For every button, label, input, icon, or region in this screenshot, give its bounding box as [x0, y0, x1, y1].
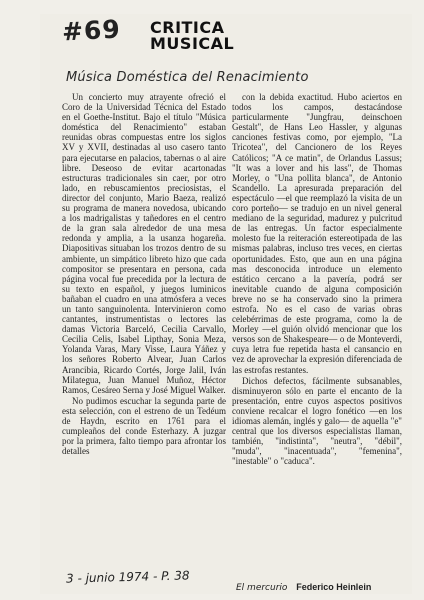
paragraph: con la debida exactitud. Hubo aciertos en todos los campos, destacándose particularmente "Jungfrau, deinschoen Gestalt", de Hans Leo Hassler, y algunas canciones festivas como, por ejemplo, "La Tricotea", del Cancionero de los Reyes Católicos; "A ce matin", de Orlandus Lassus; "It was a lover and his lass", de Thomas Morley, o "Una pollita blanca", de Antonio Scandello. La apresurada preparación del espectáculo —el que reemplazó la visita de un coro porteño— se tradujo en un nivel general mediano de la seguridad, madurez y pulcritud de las entregas. Un factor especialmente molesto fue la reiteración estereotipada de las mismas palabras, incluso tres veces, en ciertas oportunidades. Esto, que aun en una página mas desconocida introduce un elemento estático cercano a la pavería, podrá ser inevitable cuando de alguna composición breve no se ha conservado sino la primera estrofa. No es el caso de varias obras celebérrimas de este programa, como la de Morley —el guión olvidó mencionar que los versos son de Shakespeare— o de Monteverdi, cuya letra fue repetida hasta el cansancio en vez de aprovechar la expresión diferenciada de las estrofas restantes.: [232, 92, 402, 375]
section-title-line-1: CRITICA: [150, 18, 225, 37]
handwritten-source: El mercurio: [236, 583, 288, 593]
author-name: Federico Heinlein: [296, 582, 372, 592]
paragraph: Dichos defectos, fácilmente subsanables, disminuyeron sólo en parte el encanto de la presentación, entre cuyos aspectos positivos conviene recalcar el logro fonético —en los idiomas alemán, inglés y galo— de aquella "e" central que los diversos especialistas llaman, también, "indistinta", "neutra", "débil", "muda", "inacentuada", "femenina", "inestable" o "caduca".: [232, 375, 402, 467]
paragraph: Un concierto muy atrayente ofreció el Coro de la Universidad Técnica del Estado en el Goethe-Institut. Bajo el título "Música doméstica del Renacimiento" estaban reunidas obras compuestas entre los siglos XV y XVII, destinadas al uso casero tanto para ejecutarse en palacios, tabernas o al aire libre. Deseoso de evitar acartonadas estructuras tradicionales sin caer, por otro lado, en rebuscamientos preciosistas, el director del conjunto, Mario Baeza, realizó su programa de manera novedosa, ubicando a los madrigalistas y tañedores en el centro de la gran sala alrededor de una mesa redonda y amplia, a la usanza hogareña. Diapositivas situaban los trozos dentro de su ambiente, un simpático libreto hizo que cada compositor se presentara en persona, cada página vocal fue precedida por la lectura de su texto en español, y juegos luminicos bañaban el cuadro en una atmósfera a veces un tanto sanguinolenta. Intervinieron como cantantes, instrumentistas o lectores las damas Victoria Barceló, Cecilia Carvallo, Cecilia Celis, Isabel Lipthay, Sonia Meza, Yolanda Varas, Mary Visse, Laura Yáñez y los señores Roberto Alvear, Juan Carlos Arancibia, Ricardo Cortés, Jorge Jalil, Iván Milategua, Juan Manuel Muñoz, Héctor Ramos, Cesáreo Serna y José Miguel Walker.: [62, 92, 226, 395]
article-column-right: [232, 92, 402, 466]
byline: [236, 582, 371, 593]
article-headline: Música Doméstica del Renacimiento: [66, 70, 309, 85]
section-title: [150, 20, 234, 52]
paragraph: No pudimos escuchar la segunda parte de esta selección, con el estreno de un Tedéum de Haydn, escrito en 1761 para el cumpleaños del conde Esterhazy. A juzgar por la primera, falto tiempo para afrontar los detalles: [62, 395, 226, 457]
handwritten-date: 3 - junio 1974 - P. 38: [65, 568, 190, 586]
handwritten-catalog-number: #69: [61, 14, 122, 47]
section-title-line-2: MUSICAL: [150, 34, 235, 53]
article-column-left: [62, 92, 226, 456]
